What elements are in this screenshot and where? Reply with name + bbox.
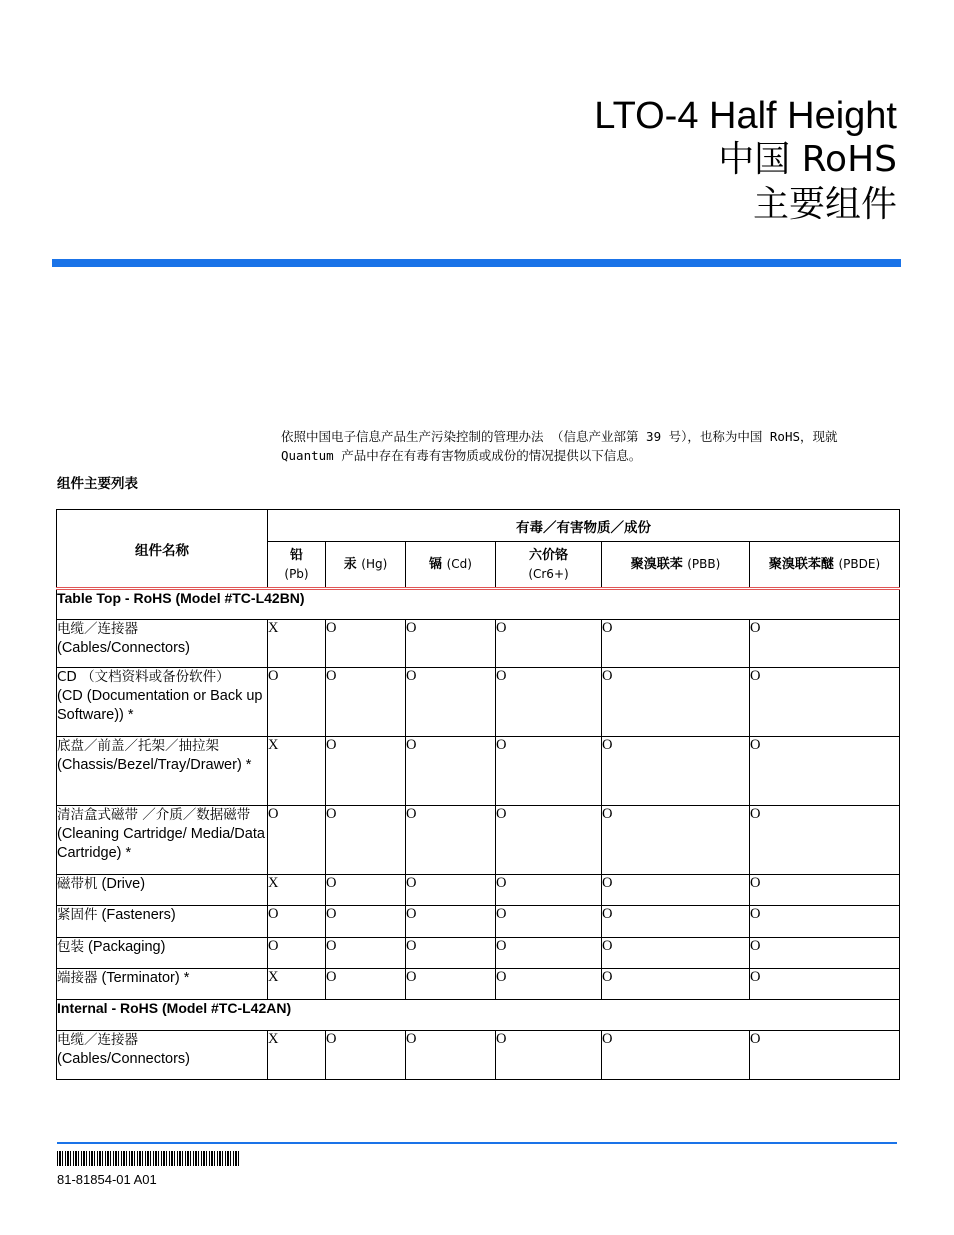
component-name [57,620,268,668]
substance-mark: O [750,806,900,875]
table-row [57,906,900,938]
substance-mark: O [496,875,602,906]
substance-mark: O [406,1031,496,1080]
footer-divider [57,1142,897,1144]
component-name-en: (Cables/Connectors) [57,1051,190,1067]
substance-mark: O [326,969,406,1000]
component-name-cn: 电缆／连接器 [57,1032,138,1048]
component-name-cn: 紧固件 [57,907,98,923]
substance-symbol: (Cd) [446,557,472,571]
substance-mark: O [602,1031,750,1080]
substance-mark: X [268,969,326,1000]
substance-col-header [750,542,900,589]
doc-number: 81-81854-01 A01 [57,1172,157,1187]
component-name-cn: 电缆／连接器 [57,621,138,637]
table-row [57,969,900,1000]
component-name-cn: 磁带机 [57,876,98,892]
substance-cn: 汞 [343,557,357,572]
substance-mark: O [268,938,326,969]
component-name [57,806,268,875]
doc-title-line3: 主要组件 [752,184,897,225]
table-row [57,620,900,668]
component-name [57,938,268,969]
intro-paragraph: 依照中国电子信息产品生产污染控制的管理办法 （信息产业部第 39 号），也称为中国 RoHS，现就 Quantum 产品中存在有毒有害物质或成份的情况提供以下信息。 [281,429,838,463]
table-row [57,806,900,875]
group-header: Internal - RoHS (Model #TC-L42AN) [57,1000,900,1031]
substance-mark: O [406,668,496,737]
substance-mark: O [268,668,326,737]
group-header: Table Top - RoHS (Model #TC-L42BN) [57,589,900,620]
substance-mark: O [406,906,496,938]
substance-mark: O [496,737,602,806]
substance-mark: O [406,969,496,1000]
substance-mark: O [496,906,602,938]
substance-mark: O [326,875,406,906]
substance-mark: O [406,806,496,875]
substance-mark: X [268,1031,326,1080]
substance-symbol: (Pb) [284,566,309,581]
substance-mark: O [750,875,900,906]
substance-mark: O [326,620,406,668]
substance-col-header [268,542,326,589]
table-row [57,1031,900,1080]
substance-mark: O [496,1031,602,1080]
substance-symbol: (Cr6+) [528,566,569,581]
component-name-en: (Chassis/Bezel/Tray/Drawer) * [57,757,252,773]
substance-mark: O [602,668,750,737]
substance-mark: O [326,806,406,875]
component-name-en: (CD (Documentation or Back up Software)) * [57,688,263,723]
component-name [57,1031,268,1080]
substance-mark: O [496,938,602,969]
component-name-en: (Terminator) * [101,970,190,986]
component-name [57,906,268,938]
substance-cn: 聚溴联苯 [630,557,683,572]
component-name-en: (Fasteners) [101,907,176,923]
doc-title-line2: 中国 RoHS [718,139,897,180]
table-row [57,875,900,906]
substance-mark: O [602,806,750,875]
component-name [57,668,268,737]
component-name-en: (Cables/Connectors) [57,640,190,656]
doc-title-line1: LTO-4 Half Height [594,95,897,137]
substance-mark: O [406,875,496,906]
substance-cn: 六价铬 [528,547,568,563]
component-name-cn: 底盘／前盖／托架／抽拉架 [57,738,219,754]
component-name-header: 组件名称 [57,510,268,589]
substance-mark: O [326,737,406,806]
substance-mark: O [750,906,900,938]
substance-mark: O [750,1031,900,1080]
component-name-en: (Packaging) [88,939,166,955]
substance-col-header [496,542,602,589]
substance-symbol: (PBB) [687,557,721,571]
substance-col-header [406,542,496,589]
table-row [57,668,900,737]
table-row [57,938,900,969]
substance-symbol: (PBDE) [838,557,881,571]
substance-mark: O [326,1031,406,1080]
table-row [57,737,900,806]
substance-col-header [326,542,406,589]
substance-mark: O [326,906,406,938]
component-name-en: (Cleaning Cartridge/ Media/Data Cartridge) * [57,826,265,861]
component-name [57,875,268,906]
substance-mark: O [406,620,496,668]
rohs-table [56,509,900,1080]
substance-mark: O [602,737,750,806]
substance-mark: O [326,938,406,969]
substance-mark: O [602,969,750,1000]
substance-col-header [602,542,750,589]
substance-mark: O [750,969,900,1000]
component-name-cn: 包装 [57,939,84,955]
substance-mark: O [602,906,750,938]
substance-cn: 铅 [289,547,303,563]
substance-mark: O [750,620,900,668]
substance-mark: O [496,668,602,737]
substance-cn: 镉 [429,557,443,572]
component-name-cn: 清洁盒式磁带 ／介质／数据磁带 [57,807,251,823]
component-name-cn: CD （文档资料或备份软件） [57,669,230,685]
substance-mark: O [750,668,900,737]
substance-mark: O [496,620,602,668]
substance-mark: O [268,806,326,875]
substances-header: 有毒／有害物质／成份 [268,510,900,542]
substance-mark: O [750,938,900,969]
substance-mark: O [496,806,602,875]
section-title: 组件主要列表 [57,476,138,492]
substance-mark: X [268,620,326,668]
component-name-en: (Drive) [101,876,146,892]
substance-mark: O [268,906,326,938]
substance-mark: O [326,668,406,737]
substance-mark: X [268,875,326,906]
substance-mark: O [406,737,496,806]
component-name [57,969,268,1000]
substance-cn: 聚溴联苯醚 [768,557,834,572]
substance-mark: O [750,737,900,806]
header-divider [52,259,901,267]
component-name [57,737,268,806]
substance-mark: O [496,969,602,1000]
substance-symbol: (Hg) [361,557,388,571]
substance-mark: O [602,875,750,906]
component-name-cn: 端接器 [57,970,98,986]
substance-mark: O [602,620,750,668]
barcode [57,1151,241,1166]
substance-mark: O [406,938,496,969]
substance-mark: X [268,737,326,806]
substance-mark: O [602,938,750,969]
